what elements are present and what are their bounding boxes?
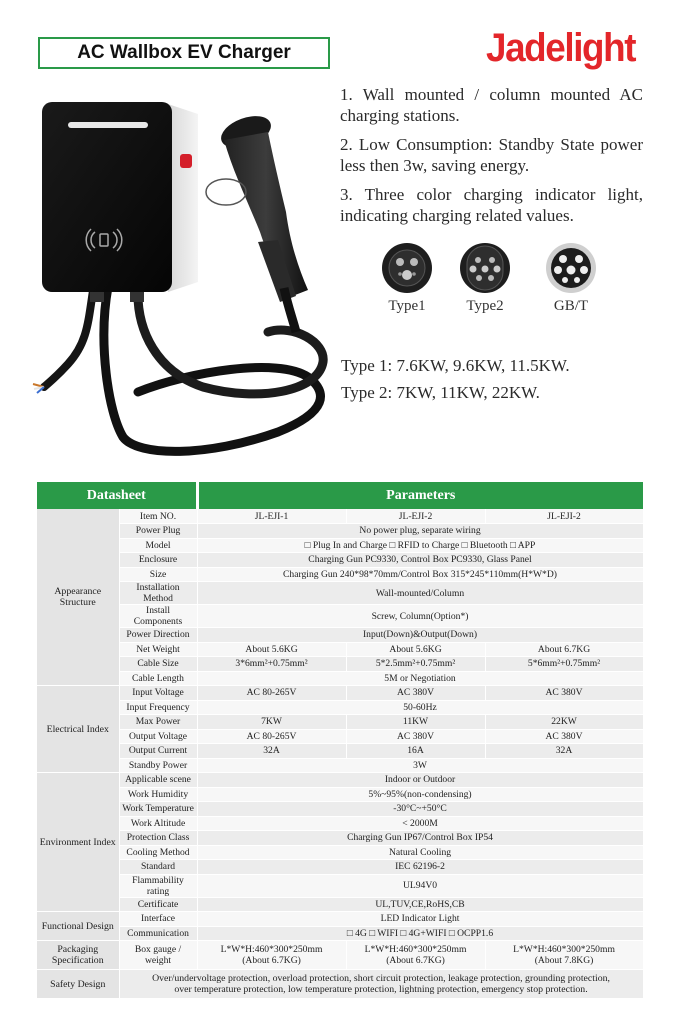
group-environment: Environment Index — [37, 773, 119, 912]
table-row — [37, 802, 643, 817]
type2-power: Type 2: 7KW, 11KW, 22KW. — [341, 383, 540, 402]
table-row — [37, 524, 643, 539]
table-row — [37, 509, 643, 524]
cell: No power plug, separate wiring — [197, 524, 643, 539]
table-row — [37, 538, 643, 553]
connector-label: GB/T — [553, 298, 589, 314]
datasheet-header: Datasheet — [37, 482, 197, 509]
cell: Charging Gun PC9330, Control Box PC9330, Glass Panel — [197, 553, 643, 568]
table-row — [37, 671, 643, 686]
row-label: Work Temperature — [119, 802, 197, 817]
cell: AC 80-265V — [197, 686, 346, 701]
cell: 5*2.5mm²+0.75mm² — [346, 657, 485, 672]
table-row — [37, 686, 643, 701]
row-label: Applicable scene — [119, 773, 197, 788]
table-row — [37, 582, 643, 605]
row-label: Enclosure — [119, 553, 197, 568]
group-functional: Functional Design — [37, 912, 119, 941]
cell: About 5.6KG — [197, 642, 346, 657]
row-label: Max Power — [119, 715, 197, 730]
row-label: Output Voltage — [119, 729, 197, 744]
cell: < 2000M — [197, 816, 643, 831]
connector-gbt — [536, 242, 606, 315]
row-label: Interface — [119, 912, 197, 927]
table-row — [37, 758, 643, 773]
feature-item: 3. Three color charging indicator light, indicating charging related values. — [340, 185, 643, 225]
box-weight: (About 6.7KG) — [386, 955, 445, 966]
cell: Wall-mounted/Column — [197, 582, 643, 605]
type1-connector-icon — [381, 242, 433, 294]
row-label: Input Voltage — [119, 686, 197, 701]
cell: About 6.7KG — [485, 642, 643, 657]
cell — [346, 941, 485, 970]
cell: □ Plug In and Charge □ RFID to Charge □ Bluetooth □ APP — [197, 538, 643, 553]
table-row — [37, 912, 643, 927]
row-label: Power Plug — [119, 524, 197, 539]
brand-logo: Jadelight — [486, 26, 636, 70]
cell — [485, 941, 643, 970]
power-types — [341, 352, 641, 406]
safety-line: Over/undervoltage protection, overload protection, short circuit protection, leakage protection, grounding protection, — [152, 973, 610, 984]
row-label: Item NO. — [119, 509, 197, 524]
cell: LED Indicator Light — [197, 912, 643, 927]
row-label: Installation Method — [119, 582, 197, 605]
row-label: Standby Power — [119, 758, 197, 773]
table-row — [37, 628, 643, 643]
table-row — [37, 700, 643, 715]
cell: -30°C~+50°C — [197, 802, 643, 817]
table-row — [37, 657, 643, 672]
row-label: Work Altitude — [119, 816, 197, 831]
charger-product-image — [28, 92, 338, 462]
row-label: Box gauge / weight — [119, 941, 197, 970]
connector-label: Type2 — [466, 298, 504, 314]
datasheet-table — [37, 482, 644, 999]
feature-list — [340, 84, 643, 234]
cell: 32A — [485, 744, 643, 759]
cell: 5M or Negotiation — [197, 671, 643, 686]
table-row — [37, 860, 643, 875]
type1-power: Type 1: 7.6KW, 9.6KW, 11.5KW. — [341, 356, 570, 375]
table-row — [37, 926, 643, 941]
table-row — [37, 874, 643, 897]
row-label: Cooling Method — [119, 845, 197, 860]
cell: AC 380V — [485, 686, 643, 701]
cell: IEC 62196-2 — [197, 860, 643, 875]
table-row — [37, 845, 643, 860]
cell: JL-EJI-2 — [485, 509, 643, 524]
cell: Charging Gun 240*98*70mm/Control Box 315*245*110mm(H*W*D) — [197, 567, 643, 582]
table-row — [37, 970, 643, 999]
feature-item: 1. Wall mounted / column mounted AC charging stations. — [340, 85, 643, 125]
row-label: Standard — [119, 860, 197, 875]
row-label: Protection Class — [119, 831, 197, 846]
row-label: Work Humidity — [119, 787, 197, 802]
cell: UL,TUV,CE,RoHS,CB — [197, 897, 643, 912]
safety-cell — [119, 970, 643, 999]
row-label: Model — [119, 538, 197, 553]
table-row — [37, 773, 643, 788]
group-electrical: Electrical Index — [37, 686, 119, 773]
cell: 3W — [197, 758, 643, 773]
row-label: Power Direction — [119, 628, 197, 643]
cell: 22KW — [485, 715, 643, 730]
cell: 11KW — [346, 715, 485, 730]
cell: 5%~95%(non-condensing) — [197, 787, 643, 802]
cell: 50-60Hz — [197, 700, 643, 715]
row-label: Certificate — [119, 897, 197, 912]
connector-label: Type1 — [388, 298, 426, 314]
cell: UL94V0 — [197, 874, 643, 897]
table-row — [37, 744, 643, 759]
cell: 3*6mm²+0.75mm² — [197, 657, 346, 672]
box-dimensions: L*W*H:460*300*250mm — [220, 944, 323, 955]
cell: AC 380V — [346, 729, 485, 744]
table-row — [37, 729, 643, 744]
table-row — [37, 941, 643, 970]
cell: Indoor or Outdoor — [197, 773, 643, 788]
type2-connector-icon — [459, 242, 511, 294]
gbt-connector-icon — [545, 242, 597, 294]
row-label: Install Components — [119, 605, 197, 628]
row-label: Cable Size — [119, 657, 197, 672]
cell: About 5.6KG — [346, 642, 485, 657]
cell: □ 4G □ WIFI □ 4G+WIFI □ OCPP1.6 — [197, 926, 643, 941]
cell: Screw, Column(Option*) — [197, 605, 643, 628]
box-dimensions: L*W*H:460*300*250mm — [513, 944, 615, 955]
table-row — [37, 787, 643, 802]
box-weight: (About 7.8KG) — [534, 955, 594, 966]
row-label: Cable Length — [119, 671, 197, 686]
table-row — [37, 831, 643, 846]
row-label: Output Current — [119, 744, 197, 759]
box-weight: (About 6.7KG) — [242, 955, 301, 966]
row-label: Flammability rating — [119, 874, 197, 897]
connector-type2 — [450, 242, 520, 315]
feature-item: 2. Low Consumption: Standby State power less then 3w, saving energy. — [340, 135, 643, 175]
cell: 32A — [197, 744, 346, 759]
connector-types — [372, 242, 642, 326]
cell: AC 80-265V — [197, 729, 346, 744]
connector-type1 — [372, 242, 442, 315]
table-row — [37, 642, 643, 657]
table-row — [37, 567, 643, 582]
row-label: Input Frequency — [119, 700, 197, 715]
cell: AC 380V — [485, 729, 643, 744]
cell: JL-EJI-2 — [346, 509, 485, 524]
cell: Charging Gun IP67/Control Box IP54 — [197, 831, 643, 846]
group-safety: Safety Design — [37, 970, 119, 999]
row-label: Communication — [119, 926, 197, 941]
cell: 7KW — [197, 715, 346, 730]
table-row — [37, 605, 643, 628]
table-row — [37, 897, 643, 912]
row-label: Size — [119, 567, 197, 582]
cell: 5*6mm²+0.75mm² — [485, 657, 643, 672]
safety-line: over temperature protection, low temperature protection, lightning protection, emergency stop protection. — [174, 984, 588, 995]
row-label: Net Weight — [119, 642, 197, 657]
cell: AC 380V — [346, 686, 485, 701]
cell: Natural Cooling — [197, 845, 643, 860]
page-title: AC Wallbox EV Charger — [38, 37, 330, 69]
table-row — [37, 715, 643, 730]
group-appearance: Appearance Structure — [37, 509, 119, 686]
cell: JL-EJI-1 — [197, 509, 346, 524]
cell: Input(Down)&Output(Down) — [197, 628, 643, 643]
table-row — [37, 553, 643, 568]
cell — [197, 941, 346, 970]
box-dimensions: L*W*H:460*300*250mm — [364, 944, 467, 955]
parameters-header: Parameters — [197, 482, 643, 509]
group-packaging: Packaging Specification — [37, 941, 119, 970]
table-row — [37, 816, 643, 831]
cell: 16A — [346, 744, 485, 759]
